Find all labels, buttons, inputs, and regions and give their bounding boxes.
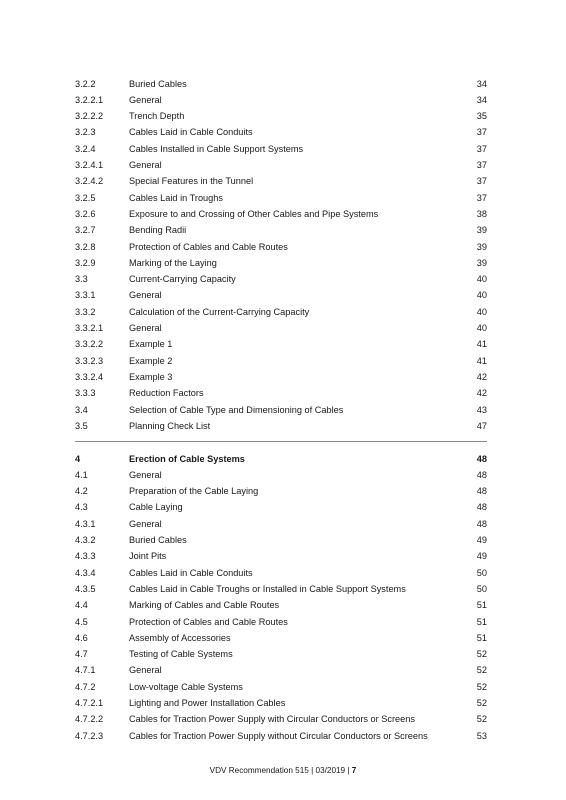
toc-entry-number: 3.3.1 <box>75 290 96 301</box>
toc-entry-title: Cables for Traction Power Supply without Circular Conductors or Screens <box>129 730 428 741</box>
toc-entry-page: 48 <box>476 502 487 513</box>
toc-entry <box>75 533 487 547</box>
toc-entry-number: 3.2.8 <box>75 241 96 252</box>
toc-entry-title: Trench Depth <box>129 111 185 122</box>
toc-entry <box>75 321 487 335</box>
toc-entry <box>75 712 487 726</box>
toc-entry-number: 4.7.2 <box>75 681 96 692</box>
toc-entry-number: 3.2.4.1 <box>75 160 104 170</box>
toc-entry-title: General <box>129 160 162 170</box>
toc-entry-title: Lighting and Power Installation Cables <box>129 698 286 708</box>
footer-page-number: 7 <box>351 766 357 775</box>
toc-entry-title: Example 3 <box>129 371 173 382</box>
toc-entry-page: 52 <box>476 714 487 725</box>
toc-entry <box>75 256 487 270</box>
toc-entry-number: 3.2.4.2 <box>75 176 104 187</box>
toc-entry-page: 49 <box>476 535 487 545</box>
toc-entry <box>75 403 487 417</box>
toc-entry <box>75 582 487 596</box>
toc-entry-page: 52 <box>476 649 487 660</box>
toc-entry-page: 40 <box>476 306 487 317</box>
toc-entry-page: 52 <box>476 665 487 676</box>
section-divider <box>75 441 487 442</box>
toc-entry-title: Assembly of Accessories <box>129 632 231 643</box>
toc-entry-page: 51 <box>476 616 487 627</box>
toc-entry-title: Testing of Cable Systems <box>129 649 233 660</box>
footer-text: VDV Recommendation 515 | 03/2019 | <box>209 766 350 775</box>
toc-entry-page: 37 <box>476 127 487 138</box>
toc-entry-number: 3.2.2.2 <box>75 111 104 122</box>
toc-entry-number: 4.7.2.2 <box>75 714 104 725</box>
toc-entry-number: 3.2.5 <box>75 192 96 203</box>
toc-entry-page: 40 <box>476 274 487 285</box>
toc-entry-number: 3.2.9 <box>75 257 96 268</box>
toc-entry-page: 37 <box>476 192 487 203</box>
toc-entry-title: Example 2 <box>129 355 173 366</box>
toc-entry-page: 35 <box>476 111 487 122</box>
toc-entry-title: General <box>129 665 162 676</box>
toc-entry-title: Buried Cables <box>129 535 187 545</box>
toc-entry-number: 4 <box>75 453 81 464</box>
toc-entry-title: Special Features in the Tunnel <box>129 176 254 187</box>
toc-entry <box>75 142 487 156</box>
toc-entry <box>75 207 487 221</box>
toc-entry-title: Marking of the Laying <box>129 257 217 268</box>
toc-entry-page: 37 <box>476 143 487 154</box>
toc-entry-title: General <box>129 518 162 529</box>
toc-entry <box>75 500 487 514</box>
toc-entry-number: 3.3.2.4 <box>75 371 104 382</box>
toc-entry-number: 3.2.6 <box>75 208 96 219</box>
toc-entry <box>75 680 487 694</box>
toc-entry <box>75 517 487 531</box>
toc-entry-page: 41 <box>476 339 487 350</box>
toc-entry-page: 52 <box>476 698 487 708</box>
toc-entry-page: 38 <box>476 208 487 219</box>
toc-entry-title: Example 1 <box>129 339 173 350</box>
toc-entry-number: 3.2.2 <box>75 78 96 89</box>
toc-entry <box>75 337 487 351</box>
toc-entry <box>75 484 487 498</box>
toc-entry-number: 3.2.2.1 <box>75 94 104 105</box>
toc-entry-page: 53 <box>476 730 487 741</box>
toc-entry <box>75 125 487 139</box>
toc-entry-number: 3.3.2.3 <box>75 355 104 366</box>
toc-entry <box>75 93 487 107</box>
toc-entry <box>75 452 487 466</box>
toc-entry-title: General <box>129 290 162 301</box>
toc-entry-title: Preparation of the Cable Laying <box>129 486 259 497</box>
toc-entry-page: 39 <box>476 257 487 268</box>
toc-entry <box>75 419 487 433</box>
toc-entry-number: 3.2.4 <box>75 143 96 154</box>
toc-entry-number: 4.3.1 <box>75 518 96 529</box>
toc-entry <box>75 663 487 677</box>
toc-entry-number: 4.2 <box>75 486 88 497</box>
toc-entry-page: 50 <box>476 567 487 578</box>
toc-entry-title: General <box>129 469 162 480</box>
toc-entry-page: 48 <box>476 469 487 480</box>
toc-entry-page: 37 <box>476 160 487 170</box>
toc-entry <box>75 647 487 661</box>
toc-entry <box>75 240 487 254</box>
toc-entry-title: Cables Laid in Cable Conduits <box>129 127 253 138</box>
toc-entry <box>75 696 487 710</box>
toc-entry-title: Selection of Cable Type and Dimensioning of Cables <box>129 404 344 415</box>
toc-entry-page: 50 <box>476 583 487 594</box>
toc-entry <box>75 468 487 482</box>
toc-entry-page: 42 <box>476 388 487 399</box>
toc-entry <box>75 631 487 645</box>
toc-entry-number: 4.3.3 <box>75 551 96 562</box>
toc-entry <box>75 729 487 743</box>
toc-entry-number: 4.5 <box>75 616 88 627</box>
toc-entry-title: Protection of Cables and Cable Routes <box>129 616 288 627</box>
toc-entry-title: Joint Pits <box>129 551 167 562</box>
toc-entry-title: Cables Installed in Cable Support Systems <box>129 143 304 154</box>
toc-entry-title: Erection of Cable Systems <box>129 453 245 464</box>
toc-entry-number: 4.3.2 <box>75 535 96 545</box>
toc-entry <box>75 174 487 188</box>
toc-entry-number: 3.4 <box>75 404 88 415</box>
toc-entry <box>75 288 487 302</box>
toc-entry <box>75 566 487 580</box>
toc-entry-number: 4.4 <box>75 600 88 611</box>
toc-entry-page: 48 <box>476 486 487 497</box>
toc-entry-number: 3.3.3 <box>75 388 96 399</box>
toc-entry-page: 40 <box>476 323 487 333</box>
toc-entry-title: Reduction Factors <box>129 388 204 399</box>
toc-entry-page: 39 <box>476 225 487 236</box>
toc-entry <box>75 109 487 123</box>
toc-entry-page: 47 <box>476 420 487 431</box>
toc-entry-page: 34 <box>476 78 487 89</box>
toc-entry-number: 4.3.5 <box>75 583 96 594</box>
toc-entry-page: 43 <box>476 404 487 415</box>
toc-entry-number: 3.3 <box>75 274 88 285</box>
toc-entry-number: 4.7.2.3 <box>75 730 104 741</box>
toc-entry-title: Buried Cables <box>129 78 187 89</box>
toc-entry-title: General <box>129 94 162 105</box>
toc-entry-title: Cables Laid in Cable Troughs or Installed in Cable Support Systems <box>129 583 406 594</box>
toc-entry-title: Cable Laying <box>129 502 183 513</box>
toc-entry-title: Protection of Cables and Cable Routes <box>129 241 288 252</box>
toc-entry-page: 51 <box>476 600 487 611</box>
toc-entry-number: 4.3.4 <box>75 567 96 578</box>
toc-entry <box>75 370 487 384</box>
toc-entry-page: 42 <box>476 371 487 382</box>
toc-entry-page: 51 <box>476 632 487 643</box>
toc-entry-number: 3.2.3 <box>75 127 96 138</box>
toc-entry-page: 41 <box>476 355 487 366</box>
toc-entry-number: 4.7.1 <box>75 665 96 676</box>
toc-entry <box>75 223 487 237</box>
toc-entry-number: 4.1 <box>75 469 88 480</box>
toc-entry-title: Current-Carrying Capacity <box>129 274 236 285</box>
toc-entry-title: Exposure to and Crossing of Other Cables and Pipe Systems <box>129 208 379 219</box>
toc-entry-title: Cables Laid in Troughs <box>129 192 223 203</box>
toc-entry-number: 4.7.2.1 <box>75 698 104 708</box>
toc-entry-title: General <box>129 323 162 333</box>
toc-entry-page: 48 <box>476 518 487 529</box>
toc-entry-number: 3.3.2.2 <box>75 339 104 350</box>
toc-entry-title: Calculation of the Current-Carrying Capacity <box>129 306 310 317</box>
toc-entry-number: 3.3.2 <box>75 306 96 317</box>
toc-entry-number: 4.6 <box>75 632 88 643</box>
toc-entry-title: Bending Radii <box>129 225 187 236</box>
toc-entry-number: 3.2.7 <box>75 225 96 236</box>
toc-entry-page: 48 <box>476 453 487 464</box>
toc-entry <box>75 305 487 319</box>
toc-entry-title: Marking of Cables and Cable Routes <box>129 600 280 611</box>
toc-entry <box>75 615 487 629</box>
toc-entry <box>75 549 487 563</box>
toc-entry <box>75 77 487 91</box>
toc-entry <box>75 158 487 172</box>
toc-entry-page: 52 <box>476 681 487 692</box>
toc-entry <box>75 354 487 368</box>
toc-entry-page: 34 <box>476 94 487 105</box>
toc-entry-page: 39 <box>476 241 487 252</box>
toc-entry-title: Planning Check List <box>129 420 211 431</box>
toc-entry-number: 3.5 <box>75 420 88 431</box>
toc-entry <box>75 598 487 612</box>
toc-entry <box>75 386 487 400</box>
toc-entry-page: 37 <box>476 176 487 187</box>
toc-entry-page: 49 <box>476 551 487 562</box>
toc-entry-number: 4.7 <box>75 649 88 660</box>
toc-entry-title: Cables Laid in Cable Conduits <box>129 567 253 578</box>
toc-entry-number: 3.3.2.1 <box>75 323 104 333</box>
toc-entry <box>75 191 487 205</box>
toc-entry-title: Low-voltage Cable Systems <box>129 681 243 692</box>
toc-entry-page: 40 <box>476 290 487 301</box>
toc-entry-number: 4.3 <box>75 502 88 513</box>
page-footer <box>0 766 566 775</box>
toc-entry-title: Cables for Traction Power Supply with Circular Conductors or Screens <box>129 714 415 725</box>
toc-entry <box>75 272 487 286</box>
